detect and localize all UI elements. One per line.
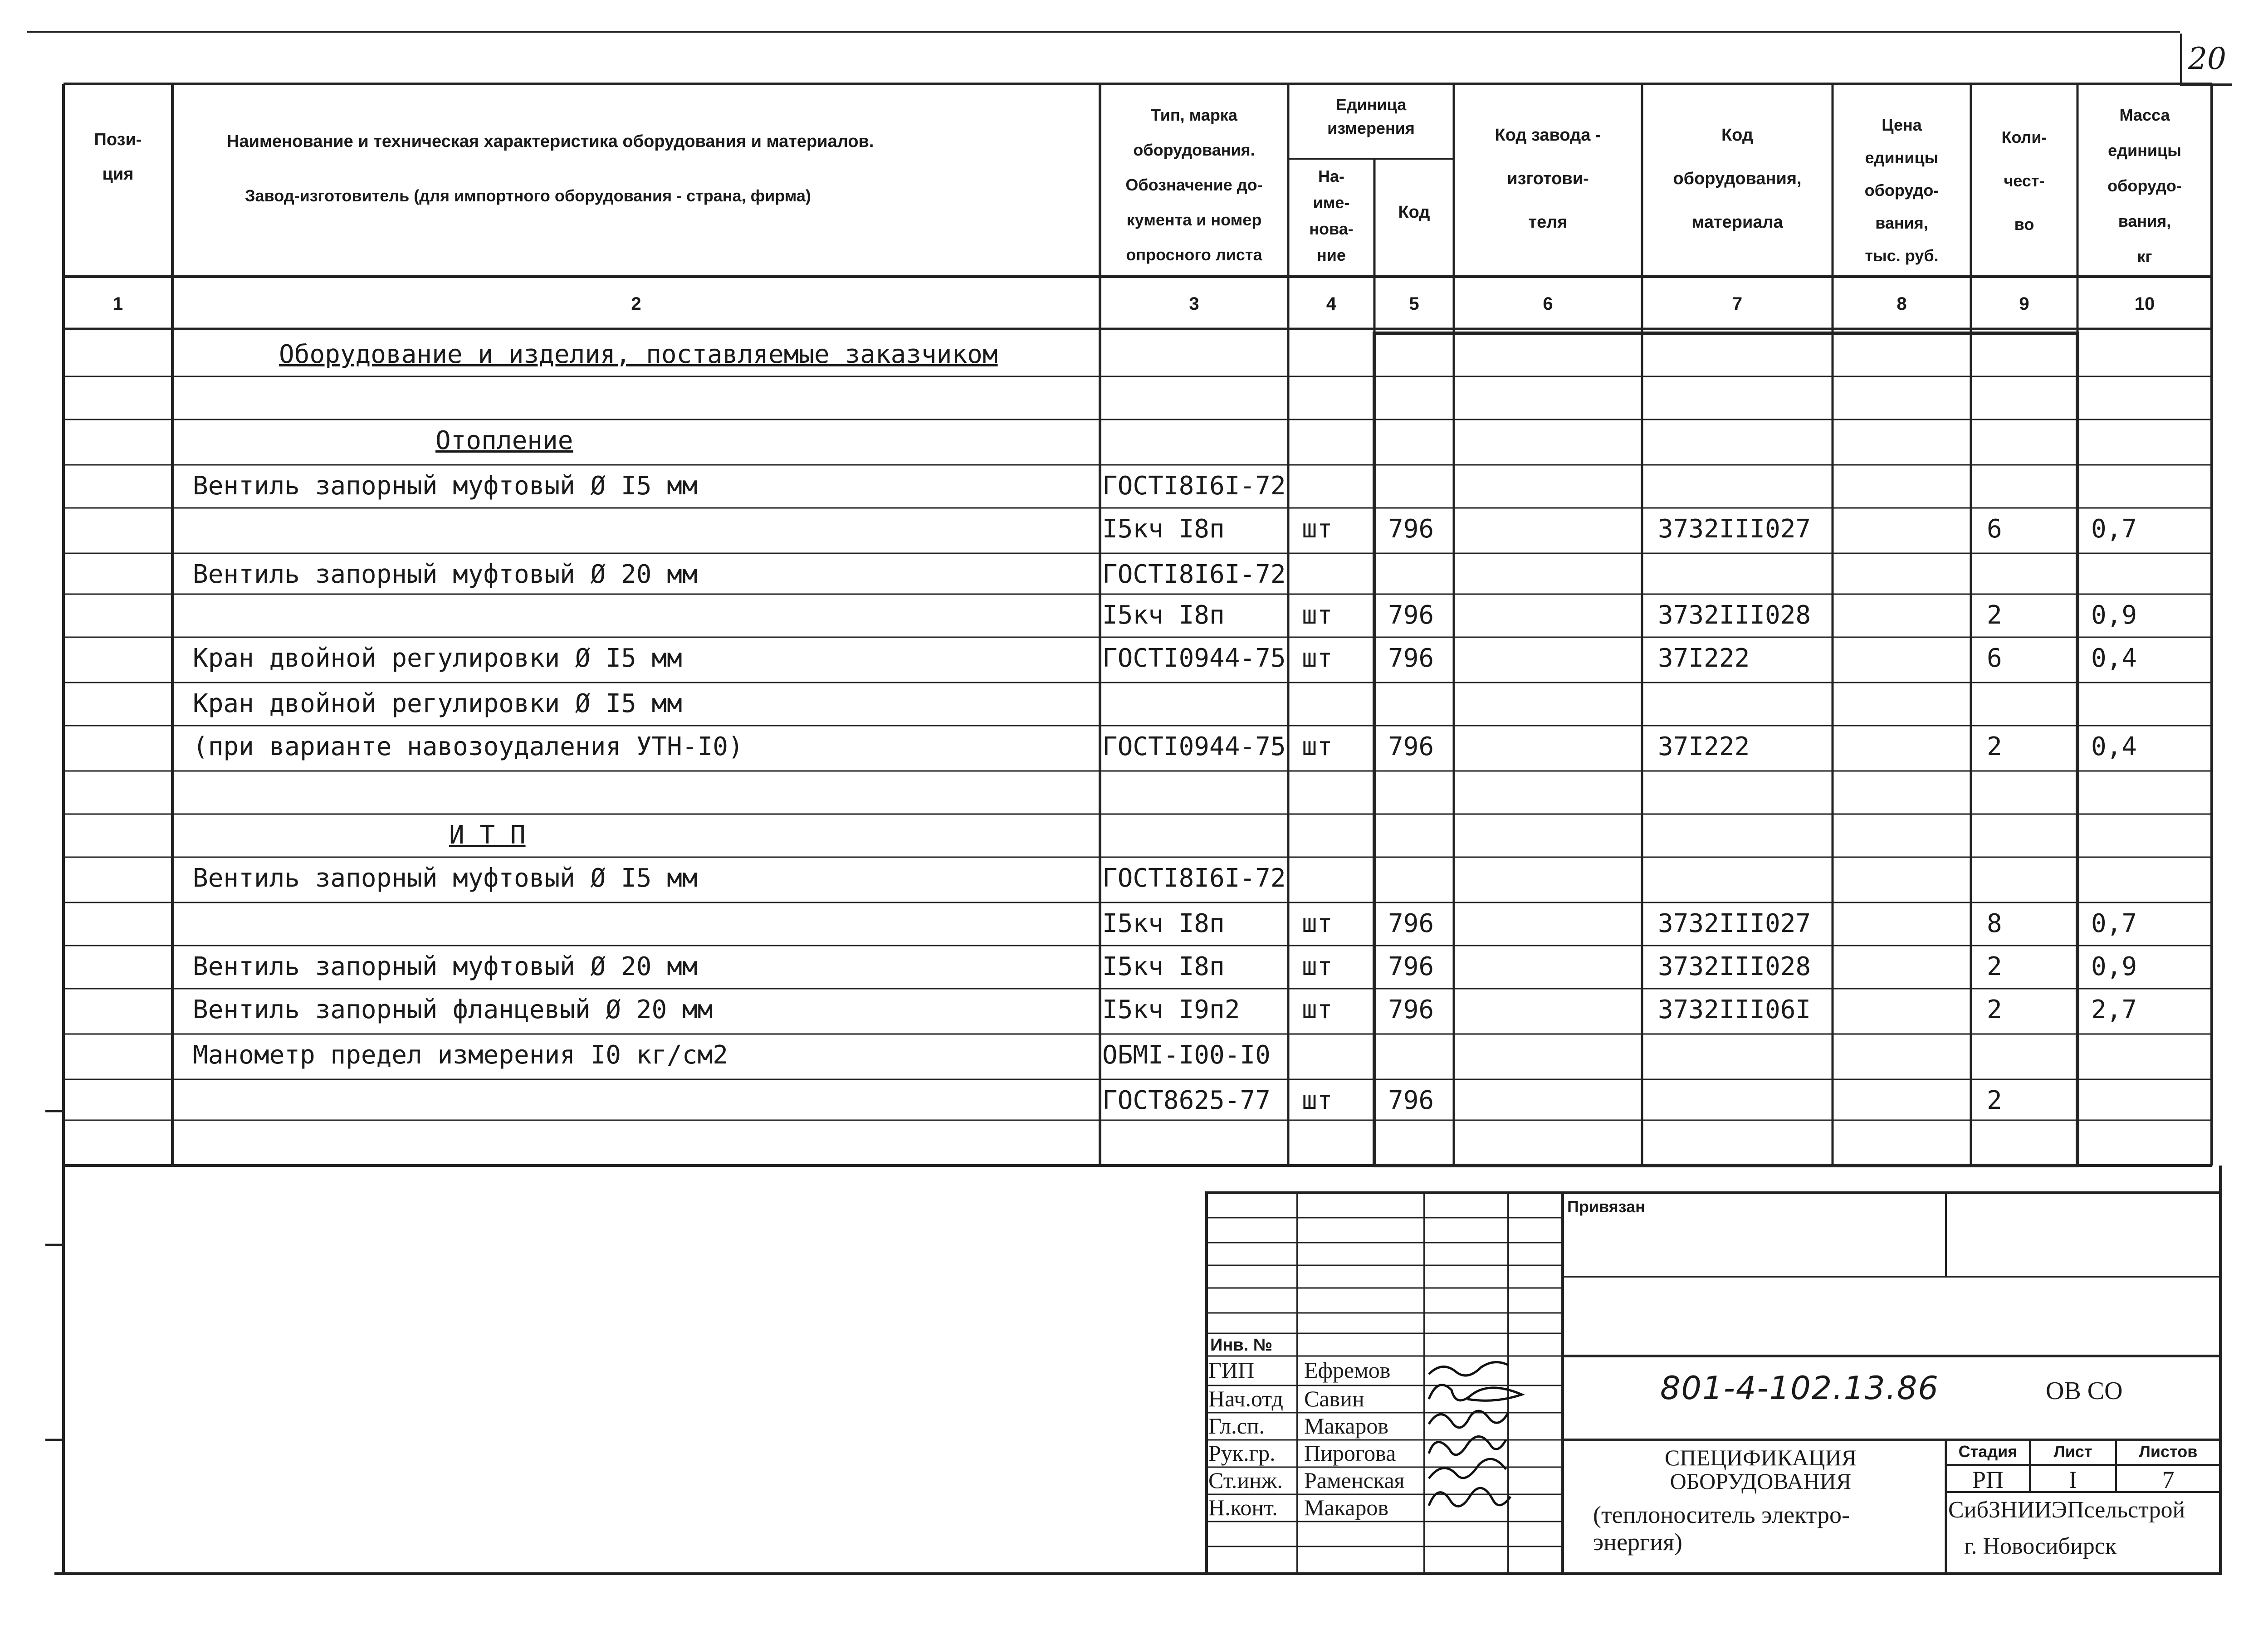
quantity-cell: 2 [1987,995,2002,1024]
quantity-cell: 2 [1987,1086,2002,1115]
stage-label: Стадия [1958,1442,2018,1461]
equipment-code-cell: 37I222 [1658,732,1750,761]
organization-city: г. Новосибирск [1964,1533,2117,1559]
signatory-role: Рук.гр. [1208,1440,1276,1466]
column-number: 6 [1543,294,1553,314]
column-number: 8 [1897,294,1907,314]
name-cell: Вентиль запорный муфтовый Ø 20 мм [193,952,698,981]
unit-cell: шт [1302,644,1333,673]
type-cell: ГОСТI8I6I-72 [1102,471,1286,501]
unit-code-cell: 796 [1388,644,1434,673]
signatory-name: Пирогова [1304,1440,1396,1466]
unit-code-cell: 796 [1388,732,1434,761]
mass-cell: 0,4 [2091,732,2137,761]
unit-cell: шт [1302,952,1333,981]
unit-cell: шт [1302,732,1333,761]
stage-value: РП [1972,1466,2004,1493]
type-cell: ГОСТI8I6I-72 [1102,863,1286,893]
type-cell: ГОСТI0944-75 [1102,732,1286,761]
header-quantity: Коли- чест- во [2001,128,2047,234]
type-cell: ГОСТI8I6I-72 [1102,560,1286,589]
quantity-cell: 6 [1987,644,2002,673]
mass-cell: 0,4 [2091,644,2137,673]
subtitle-line: энергия) [1593,1528,1682,1556]
signatory-role: Гл.сп. [1208,1413,1265,1439]
quantity-cell: 2 [1987,952,2002,981]
sheets-label: Листов [2139,1442,2198,1461]
name-cell: Вентиль запорный муфтовый Ø I5 мм [193,863,698,893]
mass-cell: 2,7 [2091,995,2137,1024]
unit-code-cell: 796 [1388,995,1434,1024]
equipment-code-cell: 3732III027 [1658,514,1811,544]
type-cell: I5кч I8п [1102,909,1225,938]
column-number: 7 [1732,294,1743,314]
header-price: Цена единицы оборудо- вания, тыс. руб. [1864,116,1939,265]
name-cell: (при варианте навозоудаления УТН-I0) [193,732,743,761]
sheet-label: Лист [2053,1442,2092,1461]
name-cell: И Т П [449,820,526,850]
signatory-role: ГИП [1208,1357,1255,1383]
name-cell: Оборудование и изделия, поставляемые заказчиком [279,340,998,369]
signatory-name: Ефремов [1304,1357,1391,1383]
column-number: 9 [2019,294,2029,314]
title-line: ОБОРУДОВАНИЯ [1670,1468,1852,1494]
column-number: 10 [2134,294,2155,314]
type-cell: ГОСТ8625-77 [1102,1086,1271,1115]
quantity-cell: 2 [1987,600,2002,630]
header-unit-group: Единица измерения [1327,95,1415,137]
unit-cell: шт [1302,514,1333,544]
column-number: 5 [1409,294,1419,314]
equipment-code-cell: 3732III06I [1658,995,1811,1024]
quantity-cell: 2 [1987,732,2002,761]
equipment-code-cell: 37I222 [1658,644,1750,673]
sheet-number: 20 [2180,34,2232,86]
header-position: Пози- ция [94,130,142,184]
document-mark: ОВ СО [2046,1377,2123,1405]
unit-code-cell: 796 [1388,952,1434,981]
mass-cell: 0,9 [2091,952,2137,981]
header-factory-code: Код завода - изготови- теля [1495,126,1601,232]
sheet-value: I [2069,1466,2077,1493]
quantity-cell: 6 [1987,514,2002,544]
sheets-value: 7 [2162,1466,2175,1493]
unit-cell: шт [1302,600,1333,630]
name-cell: Кран двойной регулировки Ø I5 мм [193,689,682,718]
column-number: 4 [1326,294,1337,314]
name-cell: Вентиль запорный фланцевый Ø 20 мм [193,995,713,1024]
organization-name: СибЗНИИЭПсельстрой [1948,1497,2185,1523]
unit-code-cell: 796 [1388,909,1434,938]
signatory-role: Нач.отд [1208,1386,1283,1411]
mass-cell: 0,7 [2091,514,2137,544]
signatory-name: Раменская [1304,1468,1405,1493]
document-subtitle [1593,1501,1850,1556]
header-name [172,132,1100,206]
header-mass: Масса единицы оборудо- вания, кг [2107,106,2182,266]
header-unit-code: Код [1398,203,1430,222]
quantity-cell: 8 [1987,909,2002,938]
unit-code-cell: 796 [1388,1086,1434,1115]
signatory-role: Н.конт. [1208,1495,1278,1520]
header-unit-name: На- име- нова- ние [1309,167,1354,264]
type-cell: I5кч I9п2 [1102,995,1240,1024]
mass-cell: 0,7 [2091,909,2137,938]
header-name-line1: Наименование и техническая характеристика оборудования и материалов. [227,132,874,151]
document-code: 801-4-102.13.86 [1660,1370,1939,1407]
header-name-line2: Завод-изготовитель (для импортного оборудования - страна, фирма) [245,186,811,205]
column-number: 2 [631,294,641,314]
document-title [1665,1446,1857,1493]
header-equipment-code: Код оборудования, материала [1673,126,1802,232]
equipment-code-cell: 3732III027 [1658,909,1811,938]
header-type: Тип, марка оборудования. Обозначение до- кумента и номер опросного листа [1125,106,1263,264]
inv-no-label: Инв. № [1210,1336,1273,1355]
title-line: СПЕЦИФИКАЦИЯ [1665,1445,1857,1470]
signatory-name: Макаров [1304,1413,1388,1439]
signatory-name: Савин [1304,1386,1364,1411]
mass-cell: 0,9 [2091,600,2137,630]
column-number: 1 [112,294,123,314]
type-cell: ГОСТI0944-75 [1102,644,1286,673]
subtitle-line: (теплоноситель электро- [1593,1501,1850,1528]
unit-code-cell: 796 [1388,600,1434,630]
unit-code-cell: 796 [1388,514,1434,544]
signatory-name: Макаров [1304,1495,1388,1520]
equipment-code-cell: 3732III028 [1658,952,1811,981]
type-cell: I5кч I8п [1102,514,1225,544]
type-cell: ОБМI-I00-I0 [1102,1040,1271,1070]
privyazan-label: Привязан [1567,1197,1645,1216]
column-number: 3 [1189,294,1199,314]
unit-cell: шт [1302,1086,1333,1115]
name-cell: Манометр предел измерения I0 кг/см2 [193,1040,728,1070]
unit-cell: шт [1302,995,1333,1024]
type-cell: I5кч I8п [1102,952,1225,981]
name-cell: Кран двойной регулировки Ø I5 мм [193,644,682,673]
name-cell: Вентиль запорный муфтовый Ø I5 мм [193,471,698,501]
unit-cell: шт [1302,909,1333,938]
type-cell: I5кч I8п [1102,600,1225,630]
name-cell: Вентиль запорный муфтовый Ø 20 мм [193,560,698,589]
name-cell: Отопление [435,426,573,455]
signatory-role: Ст.инж. [1208,1468,1283,1493]
equipment-code-cell: 3732III028 [1658,600,1811,630]
